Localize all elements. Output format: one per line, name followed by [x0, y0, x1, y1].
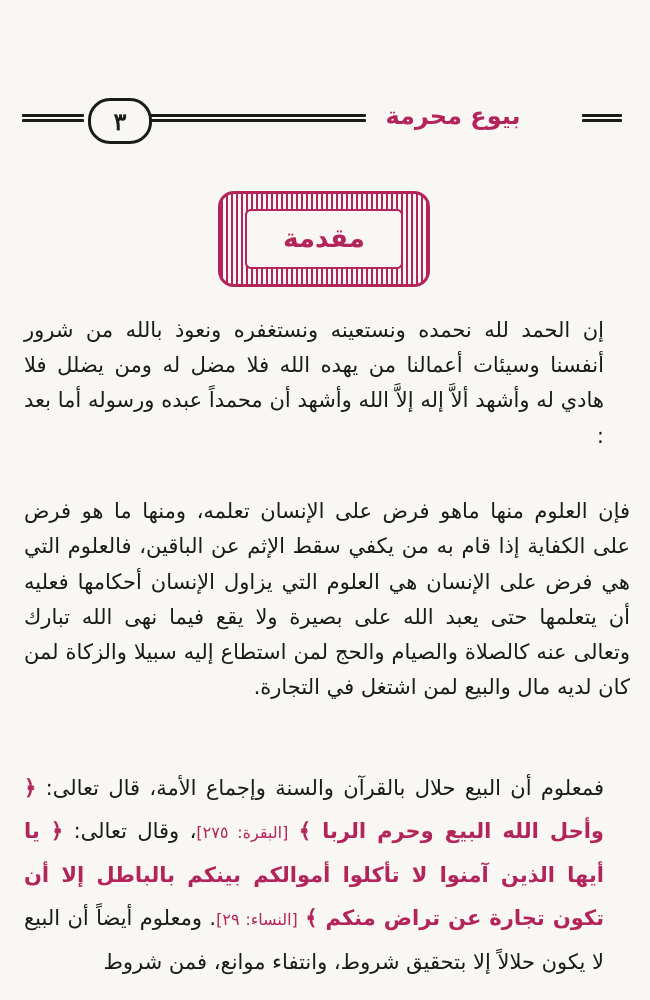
paragraph-text [24, 767, 630, 984]
paragraph-text: فإن العلوم منها ماهو فرض على الإنسان تعلمه، ومنها ما هو فرض على الكفاية إذا قام به من يكفي سقط الإثم عن الباقين، فالعلوم التي هي فرض على الإنسان هي العلوم التي يزاول الإنسان أحكامها فعليه أن يتعلمها حتى يعبد الله على بصيرة ولا يقع فيما نهى الله تبارك وتعالى عنه كالصلاة والصيام والحج لمن استطاع إليه سبيلا والزكاة لمن كان لديه مال والبيع لمن اشتغل في التجارة. [24, 499, 630, 700]
header-rule-right [582, 114, 622, 128]
paragraph-segment: ، وقال تعالى: [73, 818, 197, 843]
paragraph-text: إن الحمد لله نحمده ونستعينه ونستغفره ونعوذ بالله من شرور أنفسنا وسيئات أعمالنا من يهده الله فلا مضل له ومن يضلل فلا هادي له وأشهد ألاَّ إله إلاَّ الله وأشهد أن محمداً عبده ورسوله أما بعد : [24, 318, 604, 448]
paragraph-segment: فمعلوم أن البيع حلال بالقرآن والسنة وإجماع الأمة، قال تعالى: [45, 776, 604, 800]
running-title: بيوع محرمة [385, 102, 521, 130]
verse-reference: [النساء: ٢٩] [216, 909, 298, 929]
page-number: ٣ [88, 98, 152, 144]
paragraph-knowledge [24, 494, 630, 706]
section-title: مقدمة [245, 209, 403, 269]
header-rule-left [22, 114, 84, 128]
verse-reference: [البقرة: ٢٧٥] [196, 822, 289, 842]
page-header [22, 92, 622, 142]
quran-verse: ﴿ وأحل الله البيع وحرم الربا ﴾ [24, 776, 604, 843]
section-title-frame [218, 191, 430, 287]
paragraph-segment: . ومعلوم أيضاً أن البيع لا يكون حلالاً إلا بتحقيق شروط، وانتفاء موانع، فمن شروط [24, 905, 604, 974]
paragraph-intro [24, 313, 630, 454]
paragraph-trade [24, 767, 630, 984]
quran-verse: ﴿ يا أيها الذين آمنوا لا تأكلوا أموالكم بينكم بالباطل إلا أن تكون تجارة عن تراض منكم ﴾ [24, 818, 605, 930]
